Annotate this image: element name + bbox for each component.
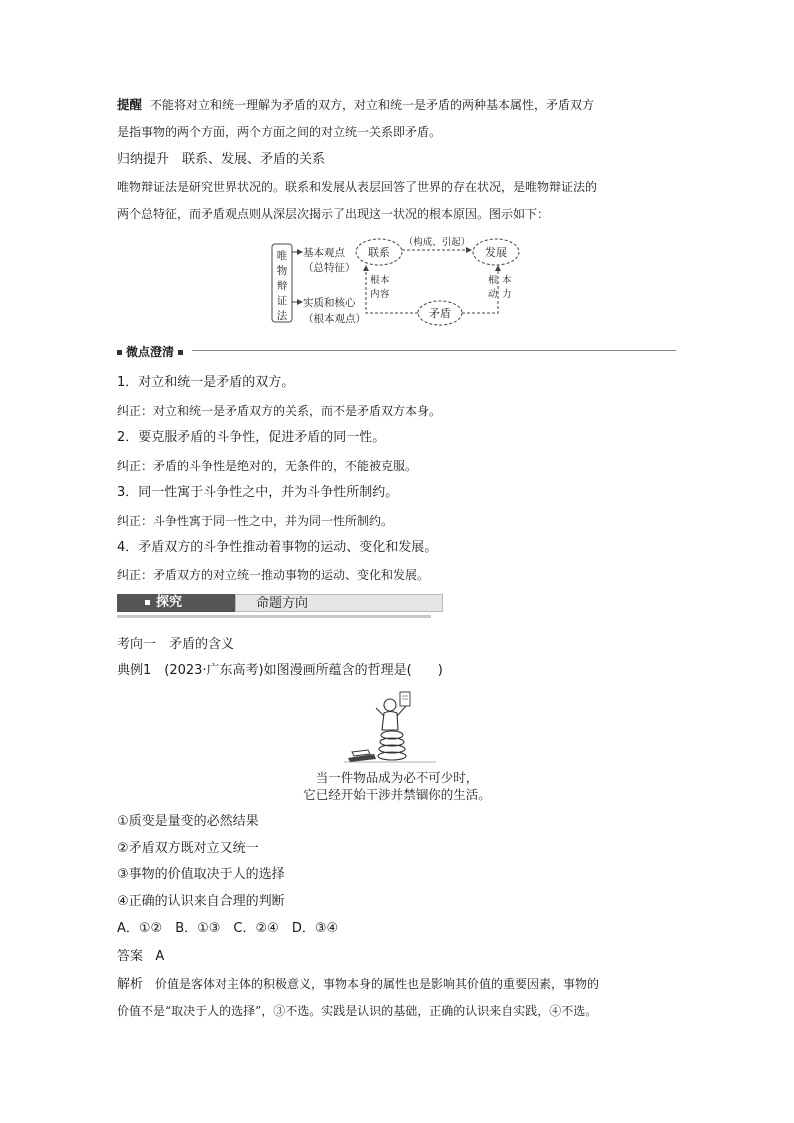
direction-title: 考向一 矛盾的含义 [117,637,235,652]
proposition-direction-tab: 命题方向 [235,594,443,612]
cartoon-illustration [340,686,440,764]
left-box-char-1: 唯 [276,250,288,262]
clarify-statement-3: 3．同一性寓于斗争性之中，并为斗争性所制约。 [117,485,399,500]
cartoon-caption-2: 它已经开始干涉并禁锢你的生活。 [303,787,491,802]
basic-view-label: 基本观点 [303,247,345,259]
right-vertical-4: 力 [502,289,512,300]
clarify-title-text: 微点澄清 [126,345,175,359]
left-box-char-5: 法 [276,310,288,322]
essence-note: （根本观点） [303,313,366,325]
top-arrow-label: （构成、引起） [403,237,471,248]
right-vertical-2: 本 [502,275,512,286]
explore-banner-dark [117,594,235,612]
clarify-section-rule [192,350,676,351]
summary-title: 归纳提升 联系、发展、矛盾的关系 [117,152,326,167]
square-bullet-icon [178,350,183,355]
left-vertical-2: 本 [380,275,390,286]
option-4: ④正确的认识来自合理的判断 [117,894,285,909]
cartoon-caption-1: 当一件物品成为必不可少时， [315,770,479,785]
analysis-line-2: 价值不是“取决于人的选择”，③不选。实践是认识的基础，正确的认识来自实践，④不选。 [117,1004,598,1018]
tip-line-1 [117,96,594,114]
square-bullet-icon [145,600,150,605]
right-vertical-1: 根 [488,275,498,286]
analysis-line-1 [117,975,599,994]
analysis-text-1: 价值是客体对主体的积极意义，事物本身的属性也是影响其价值的重要因素，事物的 [154,977,599,991]
answer-label: 答案 [117,949,144,964]
left-vertical-1: 根 [370,275,380,286]
clarify-correction-4: 纠正：矛盾双方的对立统一推动事物的运动、变化和发展。 [117,568,430,582]
clarify-correction-3: 纠正：斗争性寓于同一性之中，并为同一性所制约。 [117,514,394,528]
option-2: ②矛盾双方既对立又统一 [117,841,259,856]
example-question: 典例1 (2023·广东高考)如图漫画所蕴含的哲理是( ) [117,663,443,678]
answer-value: A [155,949,165,964]
banner-underline [117,615,431,618]
left-box-char-4: 证 [276,295,288,307]
clarify-correction-1: 纠正：对立和统一是矛盾双方的关系，而不是矛盾双方本身。 [117,404,442,418]
clarify-statement-4: 4．矛盾双方的斗争性推动着事物的运动、变化和发展。 [117,540,438,555]
answer-line [117,948,164,966]
basic-view-note: （总特征） [303,262,356,274]
tip-line-2: 是指事物的两个方面，两个方面之间的对立统一关系即矛盾。 [117,125,442,139]
analysis-label: 解析 [117,977,144,992]
clarify-statement-1: 1．对立和统一是矛盾的双方。 [117,375,295,390]
answer-choices: A．①② B．①③ C．②④ D．③④ [117,921,339,936]
left-vertical-4: 容 [380,289,390,300]
node-maodun-label: 矛盾 [429,307,451,320]
option-1: ①质变是量变的必然结果 [117,814,259,829]
clarify-statement-2: 2．要克服矛盾的斗争性，促进矛盾的同一性。 [117,430,386,445]
square-bullet-icon [117,350,122,355]
summary-line-2: 两个总特征，而矛盾观点则从深层次揭示了出现这一状况的根本原因。图示如下： [117,207,550,221]
node-fazhan-label: 发展 [485,246,507,259]
left-box-char-2: 物 [276,265,288,277]
tip-label: 提醒 [117,97,143,112]
node-lianxi-label: 联系 [368,246,390,259]
left-vertical-3: 内 [370,289,380,300]
relationship-diagram [262,232,532,332]
right-vertical-3: 动 [488,289,498,300]
summary-line-1: 唯物辩证法是研究世界状况的。联系和发展从表层回答了世界的存在状况，是唯物辩证法的 [117,180,598,194]
option-3: ③事物的价值取决于人的选择 [117,867,285,882]
essence-label: 实质和核心 [303,297,356,309]
clarify-correction-2: 纠正：矛盾的斗争性是绝对的，无条件的，不能被克服。 [117,459,418,473]
explore-label: 探究 [156,595,183,610]
clarify-section-title [117,343,187,360]
left-box-char-3: 辩 [276,280,288,292]
tip-text-1: 不能将对立和统一理解为矛盾的双方，对立和统一是矛盾的两种基本属性，矛盾双方 [149,98,594,112]
